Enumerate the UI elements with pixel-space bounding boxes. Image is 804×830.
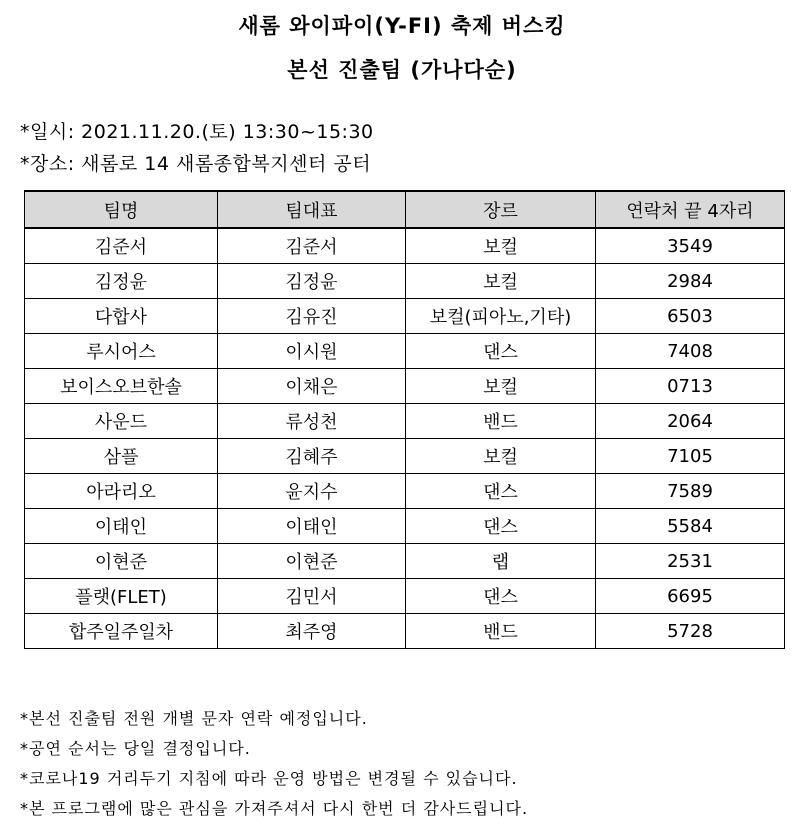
phone-cell: 0713 <box>596 369 785 404</box>
genre-cell: 댄스 <box>406 579 596 614</box>
table-header-row <box>25 191 785 228</box>
event-place: *장소: 새롬로 14 새롬종합복지센터 공터 <box>20 153 372 175</box>
table-row <box>25 614 785 649</box>
table-row <box>25 474 785 509</box>
table-row <box>25 369 785 404</box>
genre-cell: 보컬 <box>406 439 596 474</box>
team-name-cell: 다합사 <box>25 299 218 334</box>
team-name-cell: 보이스오브한솔 <box>25 369 218 404</box>
genre-cell: 랩 <box>406 544 596 579</box>
phone-cell: 6695 <box>596 579 785 614</box>
phone-cell: 2984 <box>596 264 785 299</box>
note-item: *본선 진출팀 전원 개별 문자 연락 예정입니다. <box>20 709 368 728</box>
genre-cell: 밴드 <box>406 404 596 439</box>
team-name-cell: 합주일주일차 <box>25 614 218 649</box>
leader-cell: 이태인 <box>218 509 406 544</box>
column-header-phone: 연락처 끝 4자리 <box>596 191 785 228</box>
leader-cell: 김정윤 <box>218 264 406 299</box>
leader-cell: 김준서 <box>218 228 406 264</box>
table-row <box>25 228 785 264</box>
page-subtitle: 본선 진출팀 (가나다순) <box>287 58 517 82</box>
table-row <box>25 334 785 369</box>
genre-cell: 보컬 <box>406 228 596 264</box>
leader-cell: 김유진 <box>218 299 406 334</box>
table-row <box>25 439 785 474</box>
phone-cell: 6503 <box>596 299 785 334</box>
event-date: *일시: 2021.11.20.(토) 13:30~15:30 <box>20 121 374 143</box>
table-row <box>25 404 785 439</box>
phone-cell: 7105 <box>596 439 785 474</box>
phone-cell: 5728 <box>596 614 785 649</box>
phone-cell: 7589 <box>596 474 785 509</box>
note-item: *본 프로그램에 많은 관심을 가져주셔서 다시 한번 더 감사드립니다. <box>20 799 529 818</box>
team-name-cell: 삼플 <box>25 439 218 474</box>
team-name-cell: 김준서 <box>25 228 218 264</box>
phone-cell: 2531 <box>596 544 785 579</box>
table-row <box>25 579 785 614</box>
leader-cell: 김민서 <box>218 579 406 614</box>
team-name-cell: 이현준 <box>25 544 218 579</box>
genre-cell: 보컬(피아노,기타) <box>406 299 596 334</box>
genre-cell: 보컬 <box>406 264 596 299</box>
page-title: 새롬 와이파이(Y-FI) 축제 버스킹 <box>238 14 566 38</box>
phone-cell: 2064 <box>596 404 785 439</box>
finalist-table <box>24 190 785 649</box>
leader-cell: 김혜주 <box>218 439 406 474</box>
note-item: *코로나19 거리두기 지침에 따라 운영 방법은 변경될 수 있습니다. <box>20 769 518 788</box>
column-header-genre: 장르 <box>406 191 596 228</box>
table-row <box>25 264 785 299</box>
column-header-leader: 팀대표 <box>218 191 406 228</box>
team-name-cell: 사운드 <box>25 404 218 439</box>
leader-cell: 이채은 <box>218 369 406 404</box>
genre-cell: 댄스 <box>406 334 596 369</box>
genre-cell: 보컬 <box>406 369 596 404</box>
team-name-cell: 김정윤 <box>25 264 218 299</box>
genre-cell: 밴드 <box>406 614 596 649</box>
leader-cell: 이시원 <box>218 334 406 369</box>
team-name-cell: 루시어스 <box>25 334 218 369</box>
table-row <box>25 509 785 544</box>
leader-cell: 이현준 <box>218 544 406 579</box>
notes-list <box>20 704 528 824</box>
phone-cell: 7408 <box>596 334 785 369</box>
note-item: *공연 순서는 당일 결정입니다. <box>20 739 251 758</box>
leader-cell: 윤지수 <box>218 474 406 509</box>
team-name-cell: 플랫(FLET) <box>25 579 218 614</box>
team-name-cell: 아라리오 <box>25 474 218 509</box>
table-row <box>25 544 785 579</box>
phone-cell: 3549 <box>596 228 785 264</box>
table-row <box>25 299 785 334</box>
genre-cell: 댄스 <box>406 474 596 509</box>
genre-cell: 댄스 <box>406 509 596 544</box>
column-header-team: 팀명 <box>25 191 218 228</box>
team-name-cell: 이태인 <box>25 509 218 544</box>
phone-cell: 5584 <box>596 509 785 544</box>
leader-cell: 류성천 <box>218 404 406 439</box>
leader-cell: 최주영 <box>218 614 406 649</box>
